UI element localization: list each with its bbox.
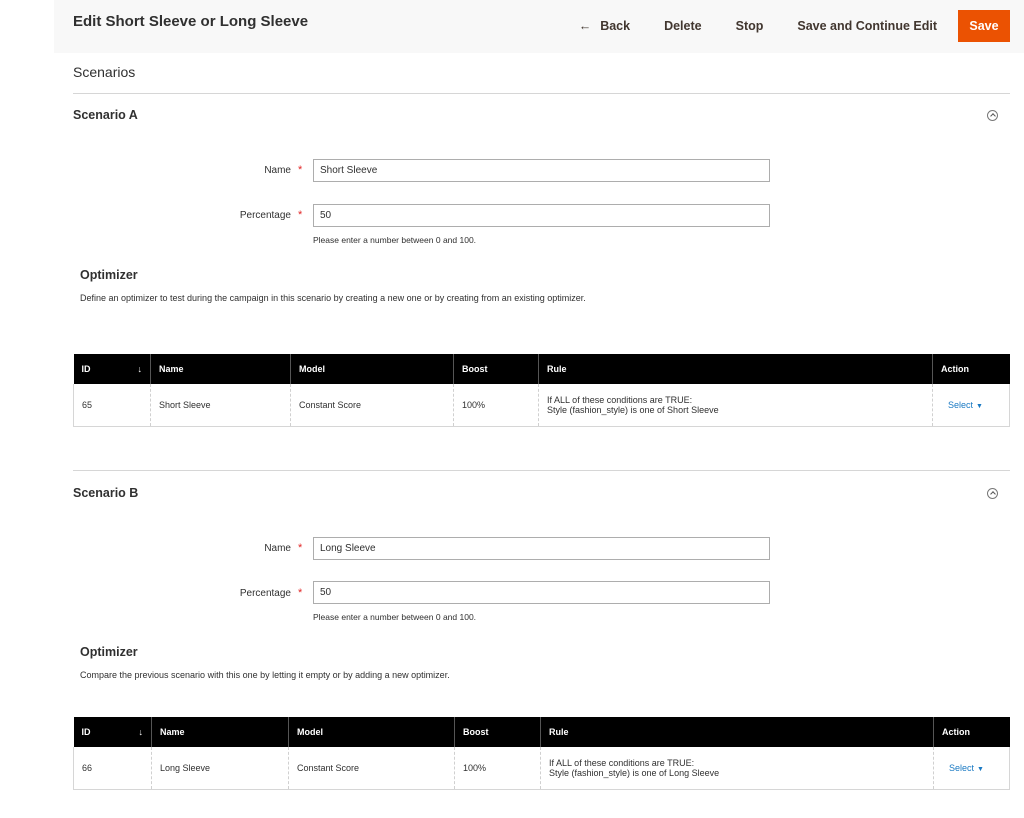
cell-boost: 100%	[454, 384, 539, 426]
cell-rule	[541, 747, 934, 789]
section-title: Scenarios	[73, 64, 136, 80]
cell-name: Long Sleeve	[152, 747, 289, 789]
save-button[interactable]: Save	[958, 10, 1010, 42]
percentage-note: Please enter a number between 0 and 100.	[313, 235, 477, 245]
scenario-b-title[interactable]: Scenario B	[73, 486, 139, 500]
caret-down-icon: ▼	[977, 765, 984, 773]
select-action-link[interactable]	[942, 763, 984, 773]
column-header-boost[interactable]: Boost	[454, 354, 539, 384]
optimizer-description: Compare the previous scenario with this one by letting it empty or by adding a new optimizer.	[80, 670, 450, 680]
name-label: Name	[264, 165, 291, 176]
delete-button[interactable]: Delete	[664, 19, 702, 33]
rule-line: If ALL of these conditions are TRUE:	[547, 394, 693, 405]
cell-boost: 100%	[455, 747, 541, 789]
optimizer-title: Optimizer	[80, 268, 138, 282]
table-row[interactable]	[74, 384, 1010, 426]
scenario-b-percentage-input[interactable]	[313, 581, 770, 604]
column-header-action: Action	[934, 717, 1010, 747]
collapse-icon[interactable]	[987, 488, 998, 499]
column-header-label: ID	[81, 727, 91, 737]
percentage-label: Percentage	[239, 210, 291, 221]
caret-down-icon: ▼	[976, 402, 983, 410]
required-mark: *	[298, 209, 303, 221]
column-header-id[interactable]	[74, 717, 152, 747]
sort-arrow-icon: ↓	[137, 364, 142, 374]
column-header-model[interactable]: Model	[289, 717, 455, 747]
sort-arrow-icon: ↓	[138, 727, 143, 737]
cell-action	[933, 384, 1010, 426]
scenario-a-name-input[interactable]	[313, 159, 770, 182]
required-mark: *	[298, 164, 303, 176]
column-header-label: ID	[81, 364, 91, 374]
required-mark: *	[298, 587, 303, 599]
collapse-icon[interactable]	[987, 110, 998, 121]
cell-model: Constant Score	[289, 747, 455, 789]
optimizer-description: Define an optimizer to test during the campaign in this scenario by creating a new one or by creating from an existing optimizer.	[80, 293, 586, 303]
column-header-rule: Rule	[541, 717, 934, 747]
cell-rule	[539, 384, 933, 426]
column-header-boost[interactable]: Boost	[455, 717, 541, 747]
scenario-a-title[interactable]: Scenario A	[73, 108, 138, 122]
rule-line: Style (fashion_style) is one of Short Sleeve	[547, 404, 719, 415]
optimizer-grid-b	[73, 717, 1010, 790]
back-label: Back	[600, 19, 631, 33]
divider	[73, 470, 1010, 471]
table-row[interactable]	[74, 747, 1010, 789]
select-label: Select	[949, 762, 975, 773]
page-title: Edit Short Sleeve or Long Sleeve	[73, 13, 309, 30]
rule-line: Style (fashion_style) is one of Long Sleeve	[549, 767, 720, 778]
stop-button[interactable]: Stop	[735, 19, 764, 33]
column-header-name[interactable]: Name	[152, 717, 289, 747]
column-header-id[interactable]	[74, 354, 151, 384]
save-and-continue-button[interactable]: Save and Continue Edit	[797, 19, 937, 33]
cell-name: Short Sleeve	[151, 384, 291, 426]
name-label: Name	[264, 543, 291, 554]
column-header-rule: Rule	[539, 354, 933, 384]
required-mark: *	[298, 542, 303, 554]
select-action-link[interactable]	[941, 400, 983, 410]
scenario-a-percentage-input[interactable]	[313, 204, 770, 227]
column-header-model[interactable]: Model	[291, 354, 454, 384]
divider	[73, 93, 1010, 94]
percentage-label: Percentage	[239, 588, 291, 599]
back-button[interactable]	[579, 19, 630, 33]
page-header	[54, 0, 1024, 53]
cell-id: 65	[74, 384, 151, 426]
scenario-b-name-input[interactable]	[313, 537, 770, 560]
cell-action	[934, 747, 1010, 789]
rule-line: If ALL of these conditions are TRUE:	[549, 757, 695, 768]
optimizer-grid-a	[73, 354, 1010, 427]
cell-model: Constant Score	[291, 384, 454, 426]
optimizer-title: Optimizer	[80, 645, 138, 659]
arrow-left-icon: ←	[578, 19, 592, 33]
column-header-name[interactable]: Name	[151, 354, 291, 384]
column-header-action: Action	[933, 354, 1010, 384]
percentage-note: Please enter a number between 0 and 100.	[313, 612, 477, 622]
select-label: Select	[948, 399, 974, 410]
page-actions	[579, 10, 1010, 42]
cell-id: 66	[74, 747, 152, 789]
